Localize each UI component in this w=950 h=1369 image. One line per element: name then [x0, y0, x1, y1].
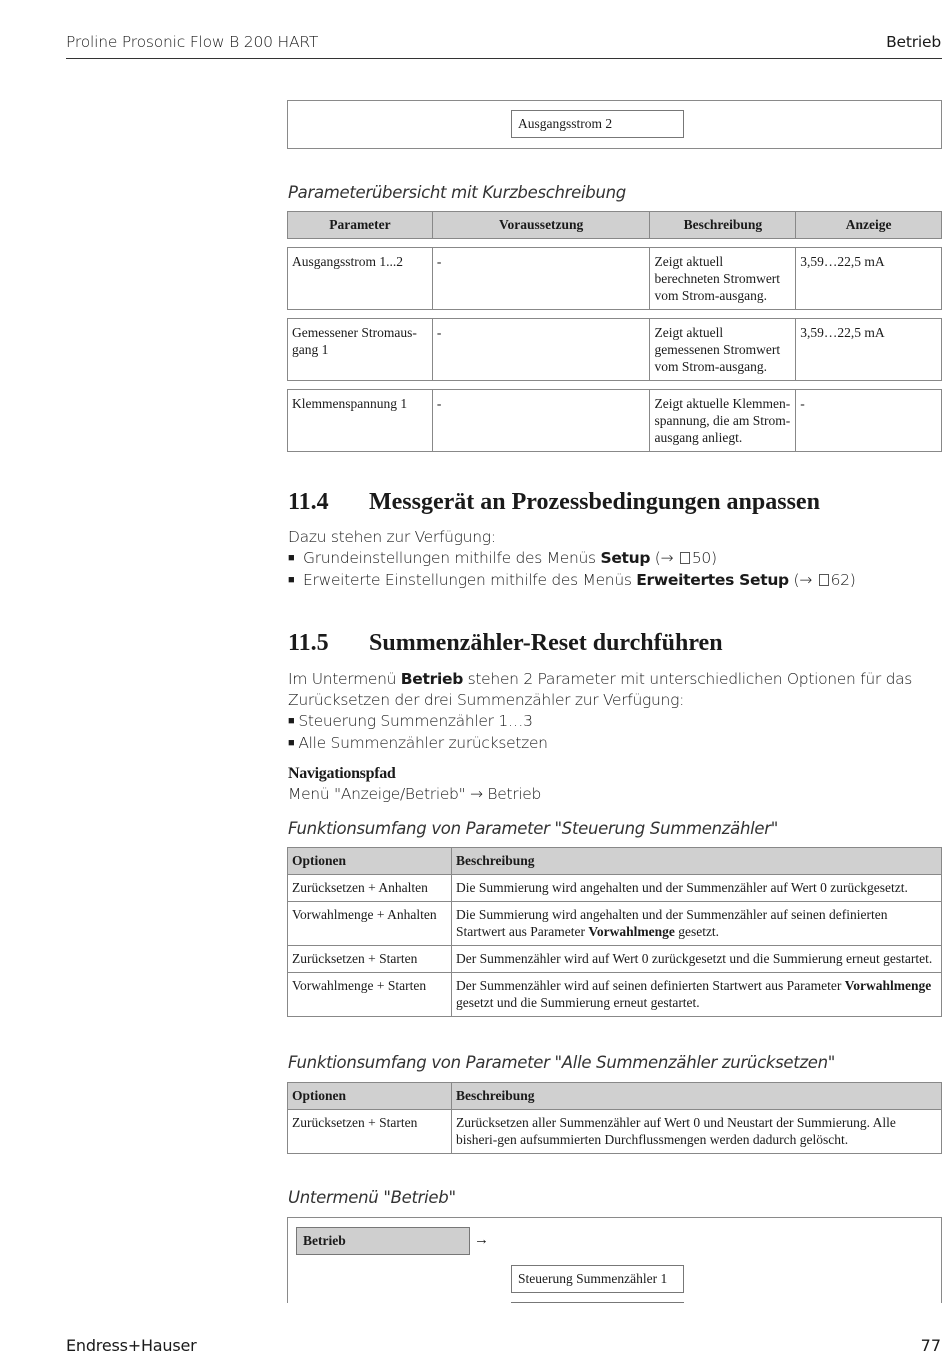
cell-parameter: Klemmenspannung 1: [288, 390, 433, 452]
cell-description: Der Summenzähler wird auf seinen definierten Startwert aus Parameter Vorwahlmenge gesetzt und die Summierung erneut gestartet.: [452, 973, 942, 1017]
cell-voraussetzung: -: [432, 390, 650, 452]
col-header: Voraussetzung: [432, 212, 650, 239]
arrow-right-icon: →: [799, 571, 812, 589]
cell-option: Zurücksetzen + Anhalten: [288, 875, 452, 902]
footer-brand: Endress+Hauser: [66, 1336, 197, 1355]
cell-description: Der Summenzähler wird auf Wert 0 zurückgesetzt und die Summierung erneut gestartet.: [452, 946, 942, 973]
alle-options-table: [287, 1082, 942, 1154]
table-row: [288, 946, 942, 973]
cell-parameter: Gemessener Stromaus-gang 1: [288, 319, 433, 381]
arrow-right-icon: →: [660, 549, 674, 567]
list-item: ■ Grundeinstellungen mithilfe des Menüs Setup (→ 50): [288, 548, 942, 570]
section-11-5-body: [288, 669, 942, 805]
col-header: Beschreibung: [650, 212, 796, 239]
table-row: [288, 902, 942, 946]
submenu-item-steuerung-1: Steuerung Summenzähler 1: [511, 1265, 684, 1293]
col-header: Optionen: [288, 1083, 452, 1110]
cell-beschreibung: Zeigt aktuelle Klemmen-spannung, die am Strom-ausgang anliegt.: [650, 390, 796, 452]
col-header: Beschreibung: [452, 848, 942, 875]
arrow-right-icon: →: [474, 1232, 489, 1248]
intro-text: Im Untermenü Betrieb stehen 2 Parameter mit unterschiedlichen Optionen für das Zurücksetzen der drei Summenzähler zur Verfügung:: [288, 670, 913, 709]
cell-voraussetzung: -: [432, 248, 650, 310]
section-title: Messgerät an Prozessbedingungen anpassen: [369, 489, 820, 515]
section-number: 11.5: [288, 630, 329, 656]
nav-path: Menü "Anzeige/Betrieb" → Betrieb: [288, 785, 542, 803]
col-header: Optionen: [288, 848, 452, 875]
table-header-row: [288, 848, 942, 875]
page-number: 77: [920, 1336, 941, 1355]
cell-anzeige: -: [796, 390, 942, 452]
table-row: [288, 248, 942, 310]
table-row: [288, 1110, 942, 1154]
header-section: Betrieb: [886, 33, 941, 51]
cell-voraussetzung: -: [432, 319, 650, 381]
page-reference-icon: [819, 574, 829, 586]
cell-anzeige: 3,59…22,5 mA: [796, 319, 942, 381]
section-heading-11-4: [288, 489, 820, 516]
list-item: ■ Erweiterte Einstellungen mithilfe des Menüs Erweitertes Setup (→ 62): [288, 570, 942, 592]
section-number: 11.4: [288, 489, 329, 515]
cell-option: Zurücksetzen + Starten: [288, 1110, 452, 1154]
col-header: Beschreibung: [452, 1083, 942, 1110]
page-reference-icon: [680, 552, 690, 564]
submenu-root-betrieb: Betrieb: [296, 1227, 470, 1255]
col-header: Parameter: [288, 212, 433, 239]
cell-parameter: Ausgangsstrom 1...2: [288, 248, 433, 310]
param-overview-caption: Parameterübersicht mit Kurzbeschreibung: [288, 183, 626, 202]
nav-path-heading: Navigationspfad: [288, 765, 396, 782]
table-row: [288, 875, 942, 902]
header-rule: [66, 58, 942, 59]
cell-description: Die Summierung wird angehalten und der Summenzähler auf seinen definierten Startwert aus Parameter Vorwahlmenge gesetzt.: [452, 902, 942, 946]
section-title: Summenzähler-Reset durchführen: [369, 630, 723, 656]
table-header-row: [288, 212, 942, 239]
header-title: Proline Prosonic Flow B 200 HART: [66, 33, 319, 51]
cell-option: Vorwahlmenge + Starten: [288, 973, 452, 1017]
submenu-item-cut: [511, 1302, 684, 1303]
table-header-row: [288, 1083, 942, 1110]
page-ref-link[interactable]: 50: [691, 549, 711, 567]
table-row: [288, 319, 942, 381]
intro-text: Dazu stehen zur Verfügung:: [288, 528, 496, 546]
submenu-caption: Untermenü "Betrieb": [288, 1188, 456, 1207]
list-item: ■ Steuerung Summenzähler 1…3: [288, 711, 942, 733]
cell-beschreibung: Zeigt aktuell berechneten Stromwert vom Strom-ausgang.: [650, 248, 796, 310]
cell-anzeige: 3,59…22,5 mA: [796, 248, 942, 310]
menu-item-ausgangsstrom-2: Ausgangsstrom 2: [511, 110, 684, 138]
steuerung-caption: Funktionsumfang von Parameter "Steuerung Summenzähler": [288, 819, 779, 838]
steuerung-options-table: [287, 847, 942, 1017]
alle-caption: Funktionsumfang von Parameter "Alle Summenzähler zurücksetzen": [288, 1053, 836, 1072]
table-row: [288, 390, 942, 452]
param-overview-table: [287, 211, 942, 452]
list-item: ■ Alle Summenzähler zurücksetzen: [288, 733, 942, 755]
page-ref-link[interactable]: 62: [830, 571, 850, 589]
section-heading-11-5: [288, 630, 723, 657]
cell-description: Zurücksetzen aller Summenzähler auf Wert 0 und Neustart der Summierung. Alle bisheri-gen aufsummierten Durchflussmengen werden dadurch gelöscht.: [452, 1110, 942, 1154]
cell-beschreibung: Zeigt aktuell gemessenen Stromwert vom Strom-ausgang.: [650, 319, 796, 381]
section-11-4-body: [288, 527, 942, 592]
cell-option: Vorwahlmenge + Anhalten: [288, 902, 452, 946]
cell-option: Zurücksetzen + Starten: [288, 946, 452, 973]
table-row: [288, 973, 942, 1017]
cell-description: Die Summierung wird angehalten und der Summenzähler auf Wert 0 zurückgesetzt.: [452, 875, 942, 902]
col-header: Anzeige: [796, 212, 942, 239]
